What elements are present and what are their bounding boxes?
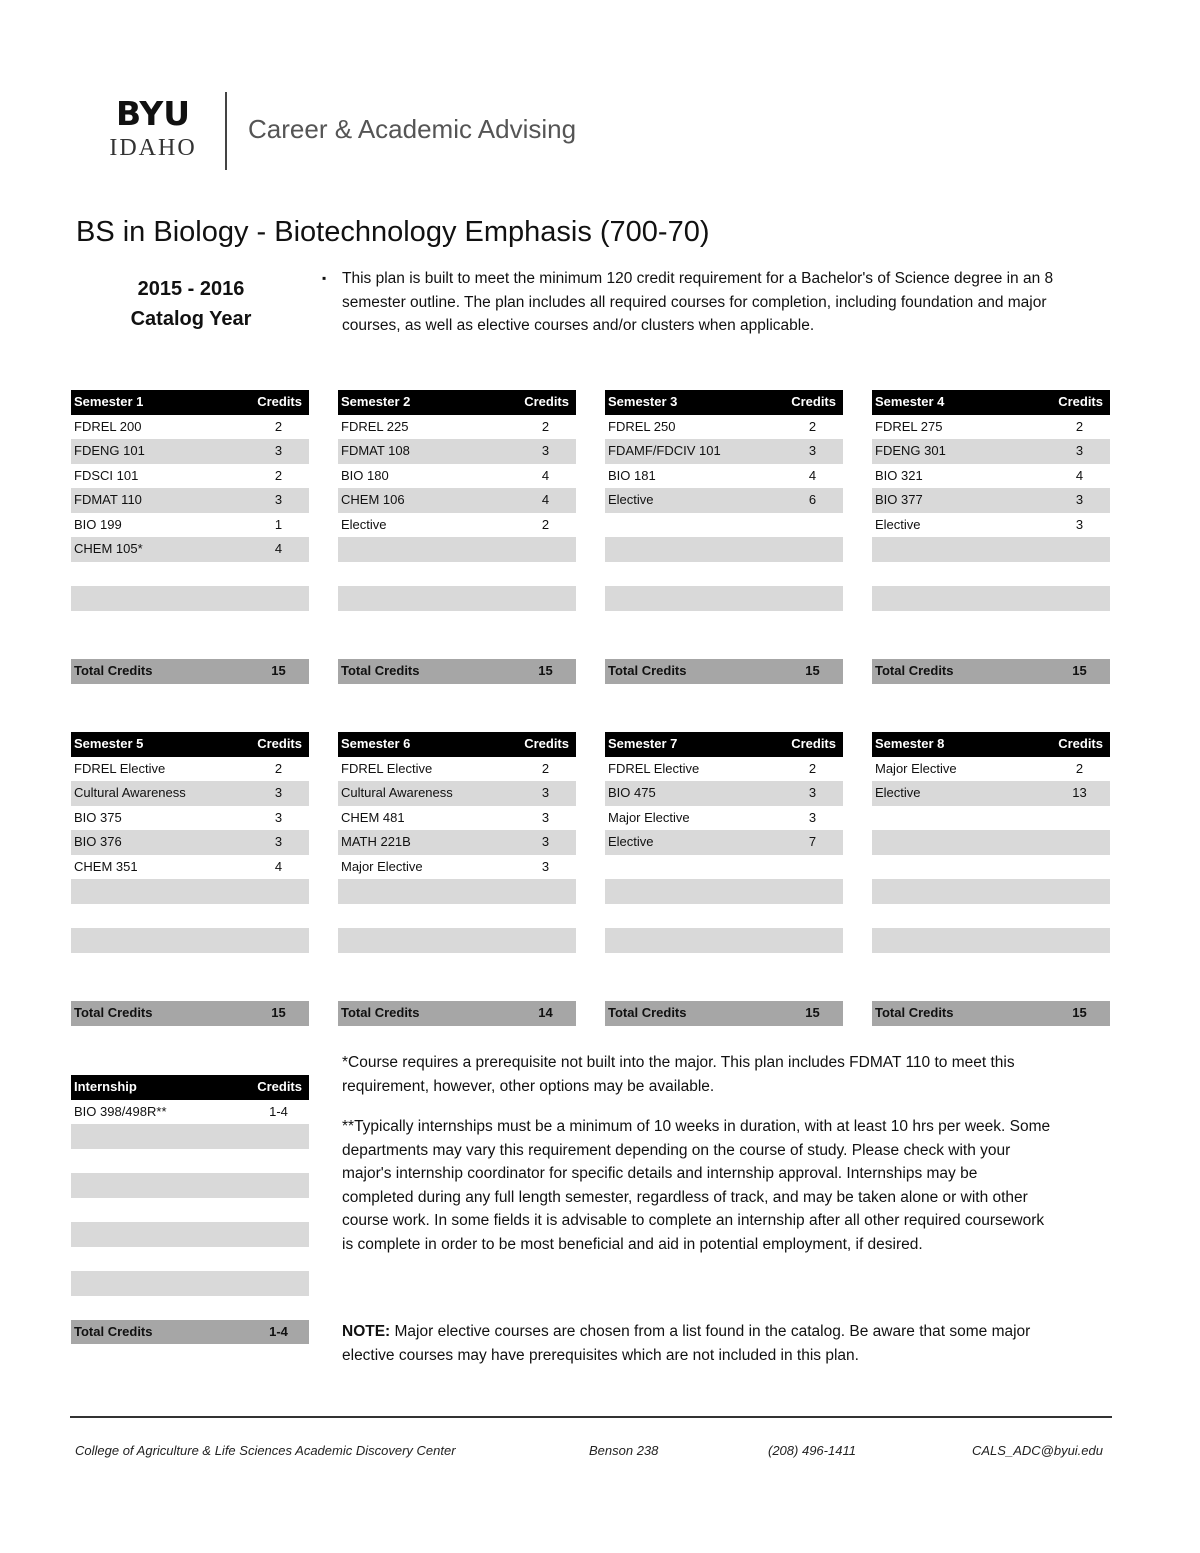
total-row xyxy=(338,659,576,684)
course-cell: FDREL Elective xyxy=(608,760,700,776)
credit-cell xyxy=(1052,806,1107,831)
credit-cell xyxy=(1052,928,1107,953)
course-cell: Semester 8 xyxy=(875,736,945,751)
credit-cell: 15 xyxy=(805,663,820,678)
course-row xyxy=(71,806,309,831)
course-cell: Total Credits xyxy=(608,1005,687,1020)
credit-cell: 3 xyxy=(808,443,817,458)
semester-table xyxy=(605,390,843,684)
credit-cell: Credits xyxy=(257,736,302,751)
credit-cell xyxy=(1052,904,1107,929)
credit-cell xyxy=(785,537,840,562)
empty-row xyxy=(338,953,576,978)
credit-cell: 2 xyxy=(1075,418,1084,434)
credit-cell xyxy=(518,537,573,562)
course-row xyxy=(872,464,1110,489)
course-cell: BIO 180 xyxy=(341,467,389,483)
course-cell: BIO 375 xyxy=(74,809,122,825)
credit-cell: 4 xyxy=(274,858,283,874)
logo-divider xyxy=(225,92,227,170)
course-cell: BIO 321 xyxy=(875,467,923,483)
empty-row xyxy=(605,562,843,587)
credit-cell: 1 xyxy=(274,516,283,532)
credit-cell: 3 xyxy=(274,809,283,825)
total-row xyxy=(338,1001,576,1026)
course-row xyxy=(338,855,576,880)
empty-row xyxy=(338,928,576,953)
course-row xyxy=(338,464,576,489)
credit-cell: 15 xyxy=(1072,663,1087,678)
page-title: BS in Biology - Biotechnology Emphasis (700-70) xyxy=(76,216,710,248)
course-cell: CHEM 481 xyxy=(341,809,405,825)
course-cell: BIO 181 xyxy=(608,467,656,483)
course-cell: Total Credits xyxy=(875,663,954,678)
credit-cell xyxy=(518,928,573,953)
credit-cell xyxy=(785,879,840,904)
prereq-note: *Course requires a prerequisite not built into the major. This plan includes FDMAT 110 to meet this requirement, however, other options may be available. xyxy=(342,1054,1015,1095)
credit-cell: Credits xyxy=(1058,394,1103,409)
empty-row xyxy=(872,928,1110,953)
course-row xyxy=(605,806,843,831)
course-cell: Major Elective xyxy=(875,760,957,776)
empty-row xyxy=(71,928,309,953)
course-cell: FDREL Elective xyxy=(341,760,433,776)
credit-cell xyxy=(251,1124,306,1149)
course-cell: Major Elective xyxy=(341,858,423,874)
course-cell: FDMAT 108 xyxy=(341,443,410,458)
empty-row xyxy=(71,953,309,978)
credit-cell xyxy=(785,928,840,953)
course-row xyxy=(338,488,576,513)
course-row xyxy=(71,757,309,782)
course-row xyxy=(71,855,309,880)
course-cell: Semester 2 xyxy=(341,394,411,409)
credit-cell xyxy=(518,904,573,929)
credit-cell xyxy=(251,562,306,587)
course-cell: Semester 5 xyxy=(74,736,144,751)
credit-cell xyxy=(518,586,573,611)
empty-row xyxy=(605,904,843,929)
credit-cell: 15 xyxy=(271,1005,286,1020)
credit-cell xyxy=(785,513,840,538)
empty-row xyxy=(71,1124,309,1149)
credit-cell xyxy=(251,904,306,929)
course-cell: Internship xyxy=(74,1079,137,1094)
empty-row xyxy=(872,830,1110,855)
empty-row xyxy=(872,879,1110,904)
total-row xyxy=(71,1001,309,1026)
credit-cell xyxy=(518,611,573,636)
credit-cell xyxy=(251,1173,306,1198)
course-row xyxy=(71,415,309,440)
empty-row xyxy=(71,611,309,636)
course-row xyxy=(605,830,843,855)
note-label: NOTE: xyxy=(342,1323,391,1340)
course-row xyxy=(605,488,843,513)
credit-cell: 2 xyxy=(274,467,283,483)
credit-cell: 14 xyxy=(538,1005,553,1020)
credit-cell xyxy=(1052,562,1107,587)
course-cell: Semester 1 xyxy=(74,394,144,409)
credit-cell: 2 xyxy=(541,516,550,532)
credit-cell: 3 xyxy=(1075,516,1084,532)
credit-cell xyxy=(251,586,306,611)
semester-table xyxy=(71,732,309,1026)
course-cell: FDENG 101 xyxy=(74,443,145,458)
catalog-year xyxy=(96,274,286,334)
credit-cell xyxy=(1052,953,1107,978)
credit-cell: 3 xyxy=(274,785,283,800)
course-row xyxy=(872,415,1110,440)
empty-row xyxy=(338,879,576,904)
credit-cell: 7 xyxy=(808,834,817,849)
table-header xyxy=(605,390,843,415)
course-cell: FDSCI 101 xyxy=(74,467,139,483)
credit-cell xyxy=(251,1222,306,1247)
credit-cell xyxy=(518,879,573,904)
credit-cell xyxy=(518,953,573,978)
credit-cell xyxy=(251,928,306,953)
course-cell: BIO 376 xyxy=(74,834,122,849)
course-cell: Total Credits xyxy=(74,1323,153,1339)
empty-row xyxy=(872,562,1110,587)
credit-cell xyxy=(785,562,840,587)
empty-row xyxy=(71,904,309,929)
semester-table xyxy=(338,732,576,1026)
catalog-label: Catalog Year xyxy=(130,308,252,330)
credit-cell: 15 xyxy=(271,663,286,678)
course-cell: Semester 4 xyxy=(875,394,945,409)
credit-cell xyxy=(785,586,840,611)
empty-row xyxy=(338,586,576,611)
credit-cell xyxy=(251,1247,306,1272)
bullet-icon: ▪ xyxy=(322,271,327,285)
course-cell: BIO 398/498R** xyxy=(74,1103,167,1119)
empty-row xyxy=(71,1247,309,1272)
course-cell: Semester 7 xyxy=(608,736,678,751)
empty-row xyxy=(605,513,843,538)
footer-email: CALS_ADC@byui.edu xyxy=(972,1443,1103,1458)
table-header xyxy=(71,1075,309,1100)
course-row xyxy=(338,830,576,855)
credit-cell: Credits xyxy=(1058,736,1103,751)
credit-cell xyxy=(251,611,306,636)
course-row xyxy=(71,830,309,855)
total-row xyxy=(605,659,843,684)
course-row xyxy=(605,757,843,782)
course-cell: BIO 199 xyxy=(74,516,122,532)
course-row xyxy=(338,439,576,464)
credit-cell: 15 xyxy=(538,663,553,678)
empty-row xyxy=(605,953,843,978)
empty-row xyxy=(338,611,576,636)
empty-row xyxy=(872,855,1110,880)
course-cell: FDREL 250 xyxy=(608,418,676,434)
course-cell: CHEM 105* xyxy=(74,541,143,556)
credit-cell: 2 xyxy=(274,760,283,776)
logo-unit-name: Career & Academic Advising xyxy=(248,114,577,144)
course-row xyxy=(71,1100,309,1125)
course-row xyxy=(605,439,843,464)
credit-cell: 3 xyxy=(1075,443,1084,458)
credit-cell xyxy=(1052,586,1107,611)
empty-row xyxy=(605,855,843,880)
course-row xyxy=(338,806,576,831)
course-cell: FDAMF/FDCIV 101 xyxy=(608,443,721,458)
course-cell: FDREL 200 xyxy=(74,418,142,434)
semester-table xyxy=(338,390,576,684)
course-row xyxy=(71,781,309,806)
course-cell: FDREL 225 xyxy=(341,418,409,434)
table-header xyxy=(71,390,309,415)
intro-bullet xyxy=(322,267,1094,338)
course-cell: Total Credits xyxy=(74,663,153,678)
course-cell: BIO 475 xyxy=(608,785,656,800)
credit-cell: 3 xyxy=(541,785,550,800)
credit-cell xyxy=(1052,611,1107,636)
catalog-years: 2015 - 2016 xyxy=(137,278,245,300)
semester-table xyxy=(872,390,1110,684)
credit-cell: 2 xyxy=(541,760,550,776)
credit-cell: 3 xyxy=(1075,492,1084,507)
course-cell: Elective xyxy=(608,834,654,849)
empty-row xyxy=(71,562,309,587)
empty-row xyxy=(605,537,843,562)
credit-cell xyxy=(251,1271,306,1296)
course-cell: Major Elective xyxy=(608,809,690,825)
semester-table xyxy=(605,732,843,1026)
empty-row xyxy=(872,586,1110,611)
course-cell: MATH 221B xyxy=(341,834,411,849)
course-row xyxy=(605,415,843,440)
course-row xyxy=(71,464,309,489)
credit-cell: 3 xyxy=(541,809,550,825)
course-row xyxy=(872,781,1110,806)
course-row xyxy=(338,757,576,782)
credit-cell: 15 xyxy=(1072,1005,1087,1020)
footer-divider xyxy=(70,1416,1112,1418)
empty-row xyxy=(338,562,576,587)
credit-cell xyxy=(785,611,840,636)
credit-cell: Credits xyxy=(257,394,302,409)
course-cell: Total Credits xyxy=(74,1005,153,1020)
course-cell: Cultural Awareness xyxy=(341,785,453,800)
total-row xyxy=(71,659,309,684)
credit-cell xyxy=(251,1198,306,1223)
course-cell: Elective xyxy=(341,516,387,532)
credit-cell xyxy=(1052,879,1107,904)
empty-row xyxy=(71,1198,309,1223)
course-row xyxy=(71,439,309,464)
table-header xyxy=(872,390,1110,415)
credit-cell: 4 xyxy=(274,541,283,556)
footer-room: Benson 238 xyxy=(589,1443,659,1458)
course-row xyxy=(605,464,843,489)
empty-row xyxy=(71,1173,309,1198)
credit-cell: 3 xyxy=(541,443,550,458)
credit-cell xyxy=(1052,537,1107,562)
credit-cell: Credits xyxy=(524,394,569,409)
empty-row xyxy=(71,586,309,611)
credit-cell: 4 xyxy=(541,467,550,483)
empty-row xyxy=(872,806,1110,831)
empty-row xyxy=(872,904,1110,929)
credit-cell: 15 xyxy=(805,1005,820,1020)
credit-cell: 3 xyxy=(274,834,283,849)
empty-row xyxy=(338,904,576,929)
credit-cell: 4 xyxy=(541,492,550,507)
course-cell: Semester 6 xyxy=(341,736,411,751)
course-cell: CHEM 106 xyxy=(341,492,405,507)
course-cell: BIO 377 xyxy=(875,492,923,507)
internship-note: **Typically internships must be a minimum of 10 weeks in duration, with at least 10 hrs per week. Some departments may vary this requirement depending on the course of study. Please check with your major's internship coordinator for specific details and internship approval. Internships may be completed during any full length semester, regardless of track, and may be taken alone or with other course work. In some fields it is advisable to complete an internship after all other required coursework is complete in order to be most beneficial and aid in potential employment, if desired. xyxy=(342,1118,1051,1253)
credit-cell: 4 xyxy=(1075,467,1084,483)
course-cell: Total Credits xyxy=(875,1005,954,1020)
credit-cell xyxy=(518,562,573,587)
credit-cell xyxy=(785,855,840,880)
credit-cell: 2 xyxy=(808,418,817,434)
course-row xyxy=(872,439,1110,464)
credit-cell: 1-4 xyxy=(269,1103,288,1119)
credit-cell: Credits xyxy=(257,1079,302,1094)
empty-row xyxy=(71,1149,309,1174)
total-row xyxy=(71,1320,309,1345)
credit-cell: Credits xyxy=(791,394,836,409)
credit-cell: Credits xyxy=(524,736,569,751)
total-row xyxy=(872,1001,1110,1026)
course-row xyxy=(71,537,309,562)
course-cell: FDENG 301 xyxy=(875,443,946,458)
course-row xyxy=(71,513,309,538)
logo-idaho-text: IDAHO xyxy=(109,135,197,161)
credit-cell: 3 xyxy=(274,443,283,458)
credit-cell: 3 xyxy=(808,809,817,825)
course-cell: FDREL Elective xyxy=(74,760,166,776)
empty-row xyxy=(872,537,1110,562)
credit-cell xyxy=(785,904,840,929)
credit-cell: 6 xyxy=(808,492,817,507)
course-cell: Total Credits xyxy=(608,663,687,678)
course-cell: Elective xyxy=(875,516,921,532)
course-row xyxy=(338,513,576,538)
total-row xyxy=(872,659,1110,684)
credit-cell: 3 xyxy=(274,492,283,507)
empty-row xyxy=(872,611,1110,636)
course-cell: FDMAT 110 xyxy=(74,492,142,507)
footer-center: College of Agriculture & Life Sciences Academic Discovery Center xyxy=(75,1443,456,1458)
credit-cell xyxy=(251,1149,306,1174)
empty-row xyxy=(605,879,843,904)
credit-cell xyxy=(251,953,306,978)
total-row xyxy=(605,1001,843,1026)
footer-phone: (208) 496-1411 xyxy=(768,1443,856,1458)
empty-row xyxy=(605,611,843,636)
empty-row xyxy=(605,928,843,953)
credit-cell: 4 xyxy=(808,467,817,483)
empty-row xyxy=(605,586,843,611)
course-row xyxy=(605,781,843,806)
course-row xyxy=(338,781,576,806)
credit-cell: 2 xyxy=(1075,760,1084,776)
empty-row xyxy=(338,537,576,562)
credit-cell xyxy=(1052,830,1107,855)
logo-byu-text: BYU xyxy=(115,94,191,133)
intro-text: This plan is built to meet the minimum 120 credit requirement for a Bachelor's of Science degree in an 8 semester outline. The plan includes all required courses for completion, including foundation and major courses, as well as elective courses and/or clusters when applicable. xyxy=(342,270,1054,334)
semester-table xyxy=(872,732,1110,1026)
note-text: Major elective courses are chosen from a list found in the catalog. Be aware that some major elective courses may have prerequisites which are not included in this plan. xyxy=(342,1323,1031,1364)
credit-cell xyxy=(1052,855,1107,880)
internship-table xyxy=(71,1075,309,1344)
course-row xyxy=(872,513,1110,538)
course-row xyxy=(338,415,576,440)
credit-cell: Credits xyxy=(791,736,836,751)
course-cell: Elective xyxy=(875,785,921,800)
empty-row xyxy=(71,1271,309,1296)
course-cell: Total Credits xyxy=(341,663,420,678)
course-cell: CHEM 351 xyxy=(74,858,138,874)
course-cell: FDREL 275 xyxy=(875,418,943,434)
credit-cell: 2 xyxy=(541,418,550,434)
semester-table xyxy=(71,390,309,684)
course-cell: Cultural Awareness xyxy=(74,785,186,800)
empty-row xyxy=(71,1222,309,1247)
credit-cell: 1-4 xyxy=(269,1323,288,1339)
credit-cell: 2 xyxy=(808,760,817,776)
course-cell: Total Credits xyxy=(341,1005,420,1020)
credit-cell: 3 xyxy=(808,785,817,800)
credit-cell: 3 xyxy=(541,858,550,874)
course-cell: Semester 3 xyxy=(608,394,678,409)
table-header xyxy=(71,732,309,757)
course-row xyxy=(872,757,1110,782)
empty-row xyxy=(872,953,1110,978)
table-header xyxy=(338,732,576,757)
course-row xyxy=(71,488,309,513)
credit-cell xyxy=(251,879,306,904)
course-cell: Elective xyxy=(608,492,654,507)
credit-cell xyxy=(785,953,840,978)
credit-cell: 3 xyxy=(541,834,550,849)
table-header xyxy=(605,732,843,757)
course-row xyxy=(872,488,1110,513)
table-header xyxy=(872,732,1110,757)
credit-cell: 13 xyxy=(1072,785,1087,800)
empty-row xyxy=(71,879,309,904)
table-header xyxy=(338,390,576,415)
major-elective-note xyxy=(342,1320,1052,1367)
credit-cell: 2 xyxy=(274,418,283,434)
